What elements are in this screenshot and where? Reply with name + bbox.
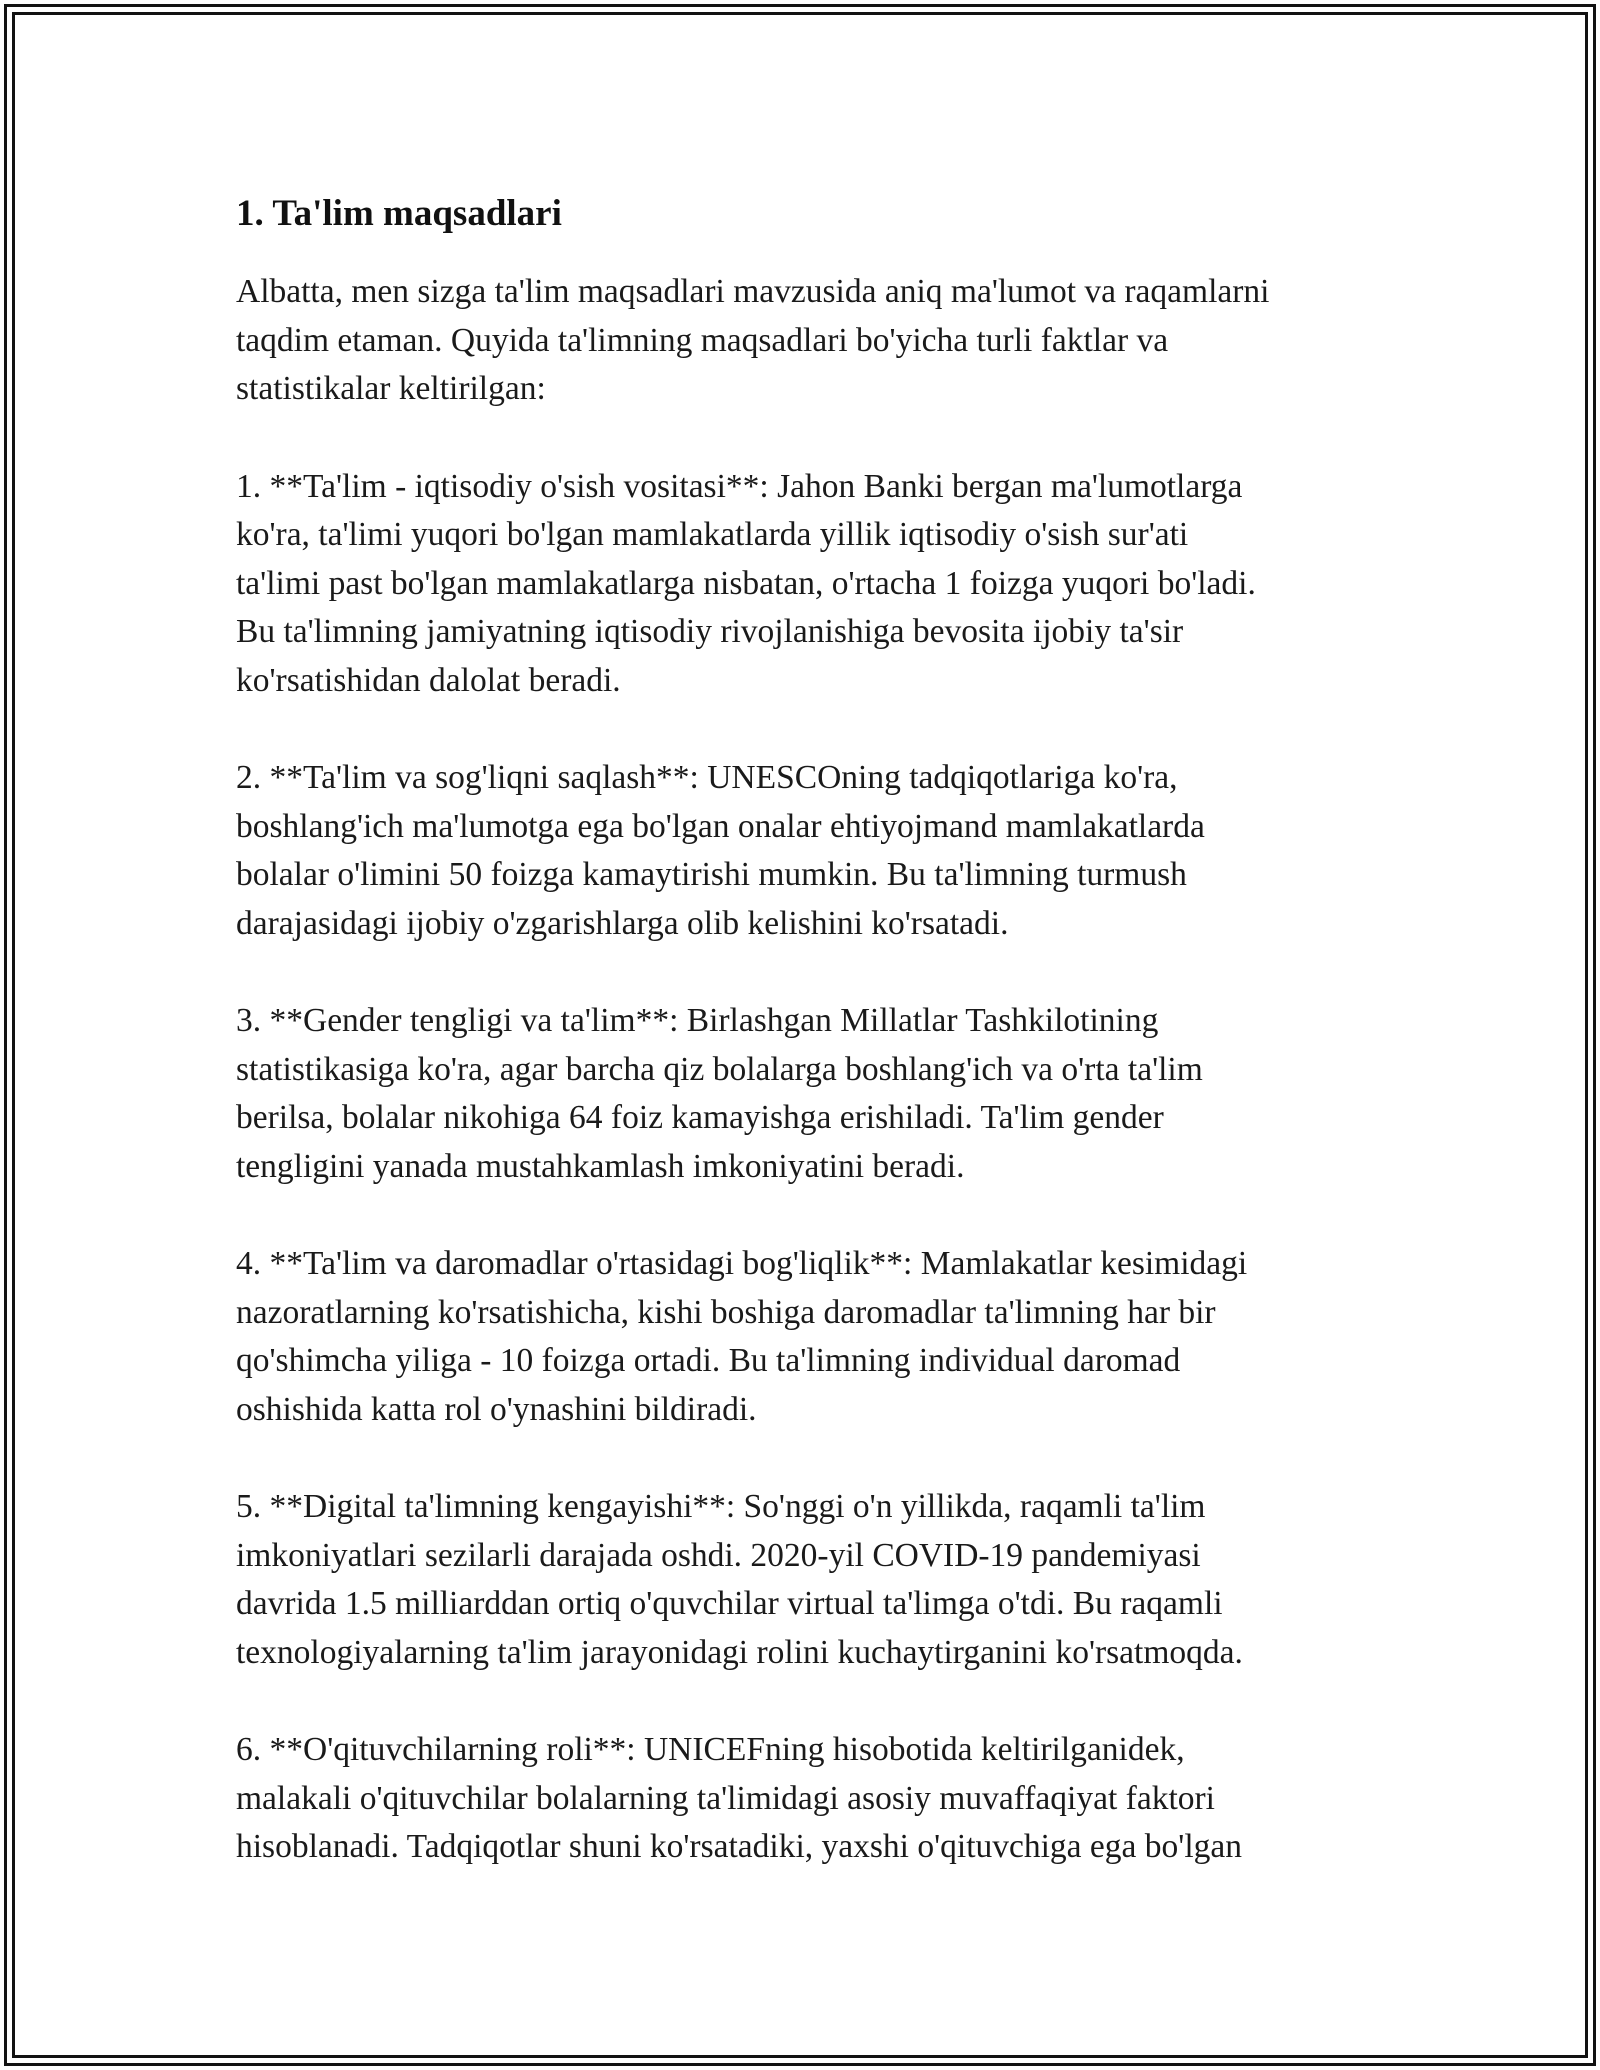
paragraph-line: malakali o'qituvchilar bolalarning ta'limidagi asosiy muvaffaqiyat faktori [236,1779,1215,1817]
paragraph-line: berilsa, bolalar nikohiga 64 foiz kamayishga erishiladi. Ta'lim gender [236,1099,1164,1136]
paragraph-line: taqdim etaman. Quyida ta'limning maqsadlari bo'yicha turli faktlar va [236,321,1169,359]
paragraph-line: ko'rsatishidan dalolat beradi. [236,661,621,699]
paragraph-line: nazoratlarning ko'rsatishicha, kishi boshiga daromadlar ta'limning har bir [236,1293,1216,1331]
paragraph-line: 6. **O'qituvchilarning roli**: UNICEFning hisobotida keltirilganidek, [236,1731,1185,1768]
paragraph-line: tengligini yanada mustahkamlash imkoniyatini beradi. [236,1147,965,1185]
paragraph-line: 2. **Ta'lim va sog'liqni saqlash**: UNESCOning tadqiqotlariga ko'ra, [236,759,1178,796]
list-item-5-paragraph [236,1483,1376,1677]
paragraph-line: texnologiyalarning ta'lim jarayonidagi rolini kuchaytirganini ko'rsatmoqda. [236,1633,1243,1671]
paragraph-line: darajasidagi ijobiy o'zgarishlarga olib kelishini ko'rsatadi. [236,904,1009,942]
paragraph-line: hisoblanadi. Tadqiqotlar shuni ko'rsatadiki, yaxshi o'qituvchiga ega bo'lgan [236,1828,1242,1865]
paragraph-line: 1. **Ta'lim - iqtisodiy o'sish vositasi**: Jahon Banki bergan ma'lumotlarga [236,467,1243,505]
paragraph-line: ta'limi past bo'lgan mamlakatlarga nisbatan, o'rtacha 1 foizga yuqori bo'ladi. [236,564,1256,602]
intro-paragraph [236,268,1376,414]
paragraph-line: imkoniyatlari sezilarli darajada oshdi. 2020-yil COVID-19 pandemiyasi [236,1536,1201,1574]
paragraph-line: 4. **Ta'lim va daromadlar o'rtasidagi bog'liqlik**: Mamlakatlar kesimidagi [236,1245,1248,1282]
paragraph-line: boshlang'ich ma'lumotga ega bo'lgan onalar ehtiyojmand mamlakatlarda [236,807,1205,845]
list-item-4-paragraph [236,1240,1376,1434]
paragraph-line: oshishida katta rol o'ynashini bildiradi. [236,1390,757,1428]
list-item-1-paragraph [236,463,1376,706]
list-item-2-paragraph [236,754,1376,948]
paragraph-line: ko'ra, ta'limi yuqori bo'lgan mamlakatlarda yillik iqtisodiy o'sish sur'ati [236,516,1189,553]
paragraph-line: statistikalar keltirilgan: [236,370,546,407]
paragraph-line: 5. **Digital ta'limning kengayishi**: So'nggi o'n yillikda, raqamli ta'lim [236,1488,1206,1525]
paragraph-line: 3. **Gender tengligi va ta'lim**: Birlashgan Millatlar Tashkilotining [236,1002,1159,1039]
paragraph-line: Albatta, men sizga ta'lim maqsadlari mavzusida aniq ma'lumot va raqamlarni [236,273,1270,310]
paragraph-line: statistikasiga ko'ra, agar barcha qiz bolalarga boshlang'ich va o'rta ta'lim [236,1050,1203,1088]
list-item-6-paragraph [236,1726,1376,1872]
section-heading: 1. Ta'lim maqsadlari [236,193,562,234]
paragraph-line: qo'shimcha yiliga - 10 foizga ortadi. Bu ta'limning individual daromad [236,1342,1181,1379]
paragraph-line: Bu ta'limning jamiyatning iqtisodiy rivojlanishiga bevosita ijobiy ta'sir [236,613,1184,650]
paragraph-line: bolalar o'limini 50 foizga kamaytirishi mumkin. Bu ta'limning turmush [236,856,1187,893]
list-item-3-paragraph [236,997,1376,1191]
document-body [236,188,1376,1921]
paragraph-line: davrida 1.5 milliarddan ortiq o'quvchilar virtual ta'limga o'tdi. Bu raqamli [236,1585,1223,1622]
